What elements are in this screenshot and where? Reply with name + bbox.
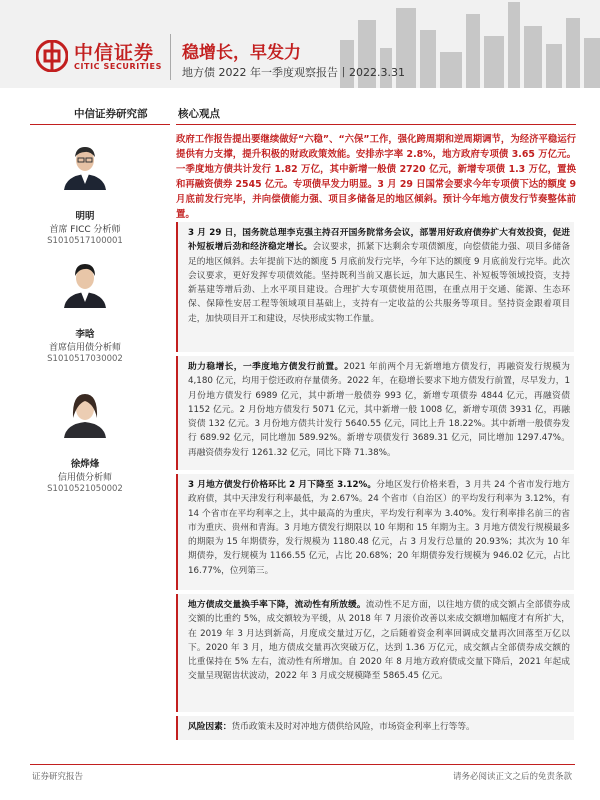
section-lead: 地方债成交量换手率下降，流动性有所放缓。 (188, 600, 366, 610)
report-header (0, 0, 600, 88)
section-body: 会议要求，抓紧下达剩余专项债额度，向偿债能力强、项目多储备足的地区倾斜。去年提前下达的额度 5 月底前发行完毕，今年下达的额度 9 月底前发行完毕。此次会议要求，更好发挥专项债效能。坚持既利当前又惠长远，加大惠民生、补短板等领域投资，支持新基建等增后劲、上水平项目建设。合理扩大专项债使用范围，在重点用于交通、能源、生态环保、保障性安居工程等领域项目基础上，支持有一定收益的公共服务等项目。坚持资金跟着项目走，加快项目开工和建设，尽快形成实物工作量。 (188, 242, 571, 324)
author-role: 首席 FICC 分析师 (49, 225, 121, 235)
core-summary: 政府工作报告提出要继续做好“六稳”、“六保”工作，强化跨周期和逆周期调节，为经济平稳运行提供有力支撑，提升积极的财政政策效能。安排赤字率 2.8%，地方政府专项债 3.65 万亿元。一季度地方债共计发行 1.82 万亿，其中新增一般债 2720 亿元，新增专项债 1.3 万亿，置换和再融资债券 2545 亿元。专项债早发力明显。3 月 29 日国常会要求今年专项债下达的额度 9 月底前发行完毕，并向偿债能力强、项目多储备足的地区倾斜。预计今年地方债发行节奏整体前置。 (176, 134, 576, 220)
footer-disclaimer: 请务必阅读正文之后的免责条款 (452, 772, 572, 782)
author-name: 徐烨烽 (70, 459, 100, 470)
section-block (176, 474, 574, 590)
author-role: 信用债分析师 (57, 473, 112, 483)
logo-text-cn: 中信证券 (74, 42, 155, 64)
section-accent-bar (176, 474, 178, 590)
section-body: 分地区发行价格来看，3 月共 24 个省市发行地方政府债，其中天津发行利率最低，为 2.67%。24 个省市（自治区）的平均发行利率为 3.12%，有 14 个省市在平均利率之上，其中最高的为重庆，平均发行利率为 3.40%。发行利率排名前三的省市为重庆、贵州和青海。3 月地方债发行期限以 10 年期和 15 年期为主。3 月地方债发行规模最多的期限为 15 年期债券，发行规模为 1180.48 亿元，占 3 月发行总量的 20.93%；其次为 10 年期债券，发行规模为 1166.55 亿元，占比 20.68%；20 年期债券发行规模为 946.02 亿元，占比 16.77%，位列第三。 (188, 480, 570, 576)
risk-section (176, 716, 574, 740)
author-license-id: S1010517100001 (47, 236, 123, 246)
section-lead: 助力稳增长，一季度地方债发行前置。 (188, 362, 344, 372)
section-accent-bar (176, 716, 178, 740)
section-body: 流动性不足方面，以往地方债的成交额占全部债券成交额的比重约 5%，成交额较为平缓，从 2018 年 7 月滚价改善以来成交额增加幅度才有所扩大，在 2019 年 3 月达到新高，月度成交量过万亿，之后随着资金利率回调成交量再次回落至万亿以下。2020 年 3 月，地方债成交量再次突破万亿，达到 1.36 万亿元，成交额占全部债券成交额的比重保持在 5% 左右，流动性有所增加。自 2020 年 8 月地方政府债成交量下降后，2021 年起成交量呈现锯齿状波动，2022 年 3 月成交规模降至 5865.45 亿元。 (188, 600, 571, 682)
section-accent-bar (176, 356, 178, 470)
section-text (188, 598, 570, 684)
report-title: 稳增长，早发力 (182, 43, 301, 63)
section-text (188, 720, 570, 734)
footer-rule (30, 764, 575, 765)
section-accent-bar (176, 222, 178, 352)
section-block (176, 222, 574, 352)
author-photo (60, 258, 110, 308)
author-name: 明明 (75, 211, 95, 222)
header-divider (170, 34, 171, 80)
author-role: 首席信用债分析师 (48, 343, 121, 353)
citic-logo (36, 38, 186, 78)
author-photo (60, 388, 110, 438)
section-block (176, 594, 574, 712)
author-photo (60, 140, 110, 190)
report-subtitle: 地方债 2022 年一季度观察报告丨2022.3.31 (182, 66, 405, 79)
section-lead: 风险因素： (188, 722, 232, 732)
citic-logo-icon (36, 40, 68, 72)
section-text (188, 478, 570, 578)
section-body: 货币政策未及时对冲地方债供给风险，市场资金利率上行等等。 (231, 722, 475, 732)
author-name: 李晗 (75, 329, 95, 340)
research-dept-heading: 中信证券研究部 (74, 108, 148, 120)
author-license-id: S1010521050002 (47, 484, 123, 494)
section-text (188, 226, 570, 326)
section-accent-bar (176, 594, 178, 712)
section-body: 2021 年前两个月无新增地方债发行，再融资发行规模为 4,180 亿元，均用于偿还政府存量债务。2022 年，在稳增长要求下地方债发行前置，尽早发力，1 月份地方债发行 6989 亿元，其中新增一般债券 993 亿，新增专项债券 4844 亿元，再融资债 1152 亿元。2 月份地方债发行 5071 亿元，其中新增一般 1008 亿，新增专项债 3931 亿，再融资债 132 亿元。3 月份地方债共计发行 5640.55 亿元，同比上升 18.22%。其中新增一般债券发行 689.92 亿元，同比增加 589.92%。新增专项债发行 3689.31 亿元，同比增加 1297.47%。再融资债券发行 1261.32 亿元，同比下降 71.38%。 (188, 362, 570, 458)
section-text (188, 360, 570, 460)
section-block (176, 356, 574, 470)
main-heading-rule (176, 124, 576, 125)
left-heading-rule (30, 124, 170, 125)
section-lead: 3 月 29 日，国务院总理李克强主持召开国务院常务会议，部署用好政府债券扩大有效投资，促进补短板增后劲和经济稳定增长。 (188, 228, 570, 253)
section-lead: 3 月地方债发行价格环比 2 月下降至 3.12%。 (188, 480, 377, 490)
logo-text-en: CITIC SECURITIES (74, 62, 162, 71)
footer-label: 证券研究报告 (32, 772, 84, 782)
core-views-heading: 核心观点 (178, 108, 220, 120)
author-license-id: S1010517030002 (47, 354, 123, 364)
